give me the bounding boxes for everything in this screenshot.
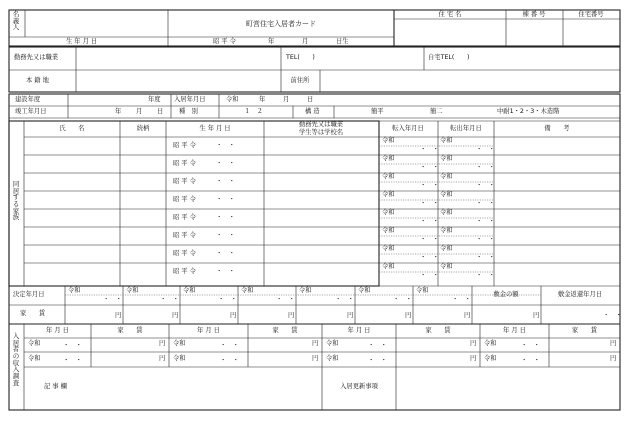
family-row-birth-era: 昭 平 令: [173, 214, 196, 221]
decision-date-dots: ・ ・: [276, 296, 295, 303]
family-row-move-out-reiwa: 令和: [440, 227, 453, 234]
completion-day: 日: [157, 108, 164, 115]
decision-reiwa: 令和: [416, 287, 429, 294]
family-row-move-in-dots: ・ ・: [420, 218, 439, 225]
family-row-birth-dots: ・ ・: [216, 232, 235, 239]
family-row-move-in-dots: ・ ・: [420, 146, 439, 153]
income-date-dots: ・ ・: [521, 357, 540, 364]
family-row-move-in-reiwa: 令和: [382, 245, 395, 252]
decision-reiwa: 令和: [241, 287, 254, 294]
income-rent-yen: 円: [312, 355, 319, 362]
renewal-label: 入居更新事項: [340, 383, 378, 390]
decision-date-dots: ・ ・: [393, 296, 412, 303]
income-reiwa: 令和: [28, 340, 41, 347]
family-row-birth-era: 昭 平 令: [173, 178, 196, 185]
income-reiwa: 令和: [484, 340, 497, 347]
decision-date-dots: ・ ・: [452, 296, 471, 303]
decision-rent-yen: 円: [230, 312, 237, 319]
family-row-move-out-reiwa: 令和: [440, 137, 453, 144]
family-row-birth-dots: ・ ・: [216, 214, 235, 221]
work-tel-label: TEL( ): [286, 54, 315, 61]
family-row-birth-era: 昭 平 令: [173, 196, 196, 203]
col-work-header-2: 学生等は学校名: [298, 129, 344, 136]
move-in-year: 年: [259, 96, 266, 103]
structure-option-3: 中耐1・2・3・木造階: [497, 108, 560, 115]
family-row-birth-era: 昭 平 令: [173, 250, 196, 257]
income-reiwa: 令和: [326, 355, 339, 362]
family-row-move-in-reiwa: 令和: [382, 155, 395, 162]
family-row-move-out-dots: ・ ・: [476, 200, 495, 207]
income-rent-header: 家 賃: [272, 327, 298, 334]
income-section-label: 入 居 者 の 収 入 調 査: [12, 332, 20, 387]
decision-reiwa: 令和: [126, 287, 139, 294]
kind-value: １ ２: [244, 108, 263, 115]
income-reiwa: 令和: [28, 355, 41, 362]
family-row-move-out-reiwa: 令和: [440, 245, 453, 252]
completion-month: 月: [136, 108, 143, 115]
header-month: 月: [302, 38, 309, 45]
decision-date-label: 決定年月日: [13, 291, 45, 298]
decision-rent-yen: 円: [464, 312, 471, 319]
family-row-move-in-reiwa: 令和: [382, 173, 395, 180]
income-rent-yen: 円: [312, 340, 319, 347]
move-in-reiwa: 令和: [226, 96, 239, 103]
structure-option-2: 簡二: [430, 108, 443, 115]
family-row-move-in-dots: ・ ・: [420, 236, 439, 243]
deposit-amount-label: 敷金の額: [493, 291, 519, 298]
family-row-move-in-reiwa: 令和: [382, 191, 395, 198]
family-row-move-in-reiwa: 令和: [382, 137, 395, 144]
decision-reiwa: 令和: [183, 287, 196, 294]
decision-date-dots: ・ ・: [160, 296, 179, 303]
family-row-move-out-reiwa: 令和: [440, 191, 453, 198]
family-row-move-out-dots: ・ ・: [476, 236, 495, 243]
family-row-birth-era: 昭 平 令: [173, 160, 196, 167]
family-row-move-in-reiwa: 令和: [382, 209, 395, 216]
income-rent-yen: 円: [610, 355, 617, 362]
income-reiwa: 令和: [326, 340, 339, 347]
family-row-move-out-dots: ・ ・: [476, 164, 495, 171]
family-row-move-out-reiwa: 令和: [440, 209, 453, 216]
family-row-move-out-dots: ・ ・: [476, 218, 495, 225]
family-section-label: 同 居 す る 家 族: [12, 180, 20, 222]
family-row-birth-era: 昭 平 令: [173, 142, 196, 149]
move-in-date-label: 入居年月日: [174, 96, 206, 103]
family-row-move-in-dots: ・ ・: [420, 272, 439, 279]
income-rent-yen: 円: [159, 355, 166, 362]
decision-rent-yen: 円: [405, 312, 412, 319]
card-title: 町営住宅入居者カード: [246, 20, 316, 28]
income-rent-yen: 円: [610, 340, 617, 347]
move-in-day: 日: [307, 96, 314, 103]
home-tel-label: 自宅TEL( ): [428, 54, 470, 61]
family-row-birth-dots: ・ ・: [216, 160, 235, 167]
income-rent-header: 家 賃: [571, 327, 598, 334]
family-row-birth-dots: ・ ・: [216, 142, 235, 149]
decision-rent-yen: 円: [288, 312, 295, 319]
notes-label: 記 事 欄: [44, 383, 67, 390]
header-era: 昭 平 令: [213, 38, 236, 45]
col-relation-header: 続柄: [136, 125, 150, 132]
income-date-dots: ・ ・: [220, 342, 239, 349]
income-date-header: 年 月 日: [197, 327, 220, 334]
building-number-label: 棟 番 号: [522, 11, 546, 18]
income-date-dots: ・ ・: [63, 357, 82, 364]
workplace-label: 勤務先又は職業: [14, 54, 59, 61]
family-row-move-in-dots: ・ ・: [420, 254, 439, 261]
family-row-move-out-reiwa: 令和: [440, 263, 453, 270]
decision-rent-yen: 円: [347, 312, 354, 319]
housing-number-label: 住宅番号: [578, 11, 604, 18]
rent-label: 家 賃: [20, 310, 46, 317]
completion-year: 年: [115, 108, 122, 115]
family-row-birth-era: 昭 平 令: [173, 268, 196, 275]
deposit-yen: 円: [533, 312, 540, 319]
col-remarks-header: 備 考: [544, 125, 570, 132]
construction-nendo: 年度: [148, 96, 161, 103]
move-in-month: 月: [283, 96, 290, 103]
family-row-birth-era: 昭 平 令: [173, 232, 196, 239]
income-date-header: 年 月 日: [347, 327, 371, 334]
deposit-return-label: 敷金返還年月日: [557, 291, 603, 298]
family-row-birth-dots: ・ ・: [216, 268, 235, 275]
family-row-move-in-dots: ・ ・: [420, 200, 439, 207]
decision-rent-yen: 円: [172, 312, 179, 319]
decision-reiwa: 令和: [358, 287, 371, 294]
previous-address-label: 前住所: [290, 77, 310, 84]
completion-date-label: 竣工年月日: [15, 108, 47, 115]
family-row-move-out-dots: ・ ・: [476, 146, 495, 153]
header-day: 日生: [336, 38, 349, 45]
income-rent-yen: 円: [159, 340, 166, 347]
col-birth-header: 生 年 月 日: [199, 125, 231, 132]
family-row-move-in-reiwa: 令和: [382, 263, 395, 270]
kind-label: 種 別: [179, 108, 198, 115]
income-rent-yen: 円: [470, 355, 477, 362]
income-rent-header: 家 賃: [425, 327, 451, 334]
header-year: 年: [268, 38, 275, 45]
col-move-out-header: 転出年月日: [450, 125, 482, 132]
income-date-dots: ・ ・: [521, 342, 540, 349]
col-name-header: 氏 名: [59, 125, 85, 132]
construction-year-label: 建設年度: [15, 96, 41, 103]
income-reiwa: 令和: [484, 355, 497, 362]
family-row-move-out-reiwa: 令和: [440, 173, 453, 180]
col-move-in-header: 転入年月日: [392, 125, 424, 132]
income-date-dots: ・ ・: [368, 357, 387, 364]
income-reiwa: 令和: [173, 355, 186, 362]
family-row-move-out-dots: ・ ・: [476, 182, 495, 189]
income-date-dots: ・ ・: [63, 342, 82, 349]
family-row-move-out-dots: ・ ・: [476, 254, 495, 261]
income-rent-yen: 円: [470, 340, 477, 347]
decision-date-dots: ・ ・: [218, 296, 237, 303]
income-date-dots: ・ ・: [220, 357, 239, 364]
structure-label: 構 造: [305, 108, 320, 115]
income-date-header: 年 月 日: [46, 327, 69, 334]
col-work-header-1: 勤務先又は職業: [298, 121, 344, 128]
decision-date-dots: ・ ・: [335, 296, 354, 303]
name-holder-label: 名 義 人: [12, 10, 20, 32]
family-row-birth-dots: ・ ・: [216, 178, 235, 185]
income-date-dots: ・ ・: [368, 342, 387, 349]
structure-option-1: 簡平: [371, 108, 384, 115]
income-rent-header: 家 賃: [117, 327, 143, 334]
deposit-return-dots: ・ ・: [603, 312, 622, 319]
income-date-header: 年 月 日: [503, 327, 526, 334]
family-row-move-in-dots: ・ ・: [420, 164, 439, 171]
birth-date-label: 生 年 月 日: [66, 38, 98, 45]
decision-rent-yen: 円: [115, 312, 122, 319]
family-row-move-out-dots: ・ ・: [476, 272, 495, 279]
housing-name-label: 住 宅 名: [438, 11, 462, 18]
family-row-birth-dots: ・ ・: [216, 250, 235, 257]
family-row-move-out-reiwa: 令和: [440, 155, 453, 162]
family-row-move-in-dots: ・ ・: [420, 182, 439, 189]
decision-date-dots: ・ ・: [103, 296, 122, 303]
decision-reiwa: 令和: [68, 287, 81, 294]
family-row-move-in-reiwa: 令和: [382, 227, 395, 234]
family-row-birth-dots: ・ ・: [216, 196, 235, 203]
registered-address-label: 本 籍 地: [26, 77, 49, 84]
income-reiwa: 令和: [173, 340, 186, 347]
decision-reiwa: 令和: [299, 287, 312, 294]
